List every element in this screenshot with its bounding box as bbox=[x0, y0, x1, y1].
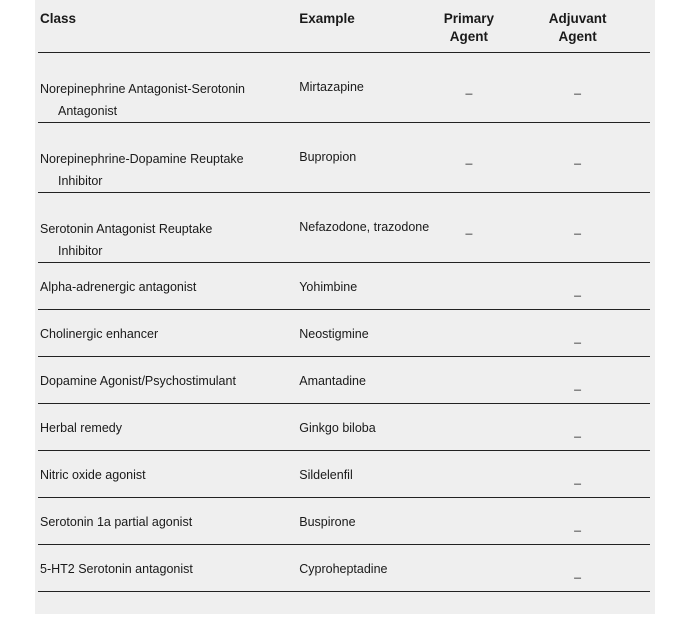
primary-agent-cell bbox=[433, 357, 506, 404]
adjuvant-agent-mark: _ bbox=[574, 81, 581, 95]
class-name: Nitric oxide agonist bbox=[40, 468, 146, 482]
table-row bbox=[38, 193, 650, 263]
example-cell bbox=[297, 193, 432, 263]
example-drug: Mirtazapine bbox=[299, 80, 364, 94]
adjuvant-agent-mark: _ bbox=[574, 424, 581, 438]
adjuvant-agent-cell bbox=[505, 357, 650, 404]
primary-agent-cell bbox=[433, 310, 506, 357]
class-cell bbox=[38, 451, 297, 498]
adjuvant-agent-mark: _ bbox=[574, 283, 581, 297]
example-drug: Bupropion bbox=[299, 150, 357, 164]
example-cell bbox=[297, 404, 432, 451]
class-name-continued: Antagonist bbox=[58, 104, 118, 118]
adjuvant-agent-cell bbox=[505, 53, 650, 123]
example-drug: Sildelenfil bbox=[299, 468, 353, 482]
example-cell bbox=[297, 53, 432, 123]
primary-agent-cell bbox=[433, 53, 506, 123]
adjuvant-agent-cell bbox=[505, 404, 650, 451]
header-row bbox=[38, 0, 650, 53]
adjuvant-agent-cell bbox=[505, 263, 650, 310]
class-cell bbox=[38, 263, 297, 310]
class-name: Cholinergic enhancer bbox=[40, 327, 159, 341]
primary-agent-cell bbox=[433, 404, 506, 451]
primary-agent-cell bbox=[433, 123, 506, 193]
example-cell bbox=[297, 357, 432, 404]
table-row bbox=[38, 310, 650, 357]
adjuvant-agent-mark: _ bbox=[574, 471, 581, 485]
class-name: Norepinephrine Antagonist-Serotonin bbox=[40, 82, 245, 96]
class-cell bbox=[38, 498, 297, 545]
class-cell bbox=[38, 404, 297, 451]
example-drug: Nefazodone, trazodone bbox=[299, 220, 430, 234]
example-cell bbox=[297, 451, 432, 498]
drug-class-table bbox=[38, 0, 650, 592]
header-class: Class bbox=[40, 11, 77, 26]
example-cell bbox=[297, 263, 432, 310]
adjuvant-agent-mark: _ bbox=[574, 151, 581, 165]
adjuvant-agent-mark: _ bbox=[574, 330, 581, 344]
class-cell bbox=[38, 545, 297, 592]
adjuvant-agent-cell bbox=[505, 310, 650, 357]
example-cell bbox=[297, 123, 432, 193]
table-row bbox=[38, 451, 650, 498]
header-adjuvant-agent: Adjuvant Agent bbox=[548, 11, 607, 44]
primary-agent-mark: _ bbox=[465, 81, 473, 95]
adjuvant-agent-cell bbox=[505, 545, 650, 592]
adjuvant-agent-cell bbox=[505, 451, 650, 498]
table-row bbox=[38, 498, 650, 545]
adjuvant-agent-cell bbox=[505, 193, 650, 263]
primary-agent-mark: _ bbox=[465, 221, 473, 235]
example-drug: Neostigmine bbox=[299, 327, 369, 341]
primary-agent-mark: _ bbox=[465, 151, 473, 165]
table-row bbox=[38, 53, 650, 123]
primary-agent-cell bbox=[433, 451, 506, 498]
example-cell bbox=[297, 310, 432, 357]
class-cell bbox=[38, 53, 297, 123]
header-example: Example bbox=[299, 11, 355, 26]
adjuvant-agent-mark: _ bbox=[574, 221, 581, 235]
primary-agent-cell bbox=[433, 263, 506, 310]
class-name-continued: Inhibitor bbox=[58, 174, 103, 188]
example-drug: Buspirone bbox=[299, 515, 356, 529]
class-name-continued: Inhibitor bbox=[58, 244, 103, 258]
example-drug: Cyproheptadine bbox=[299, 562, 388, 576]
table-row bbox=[38, 123, 650, 193]
example-cell bbox=[297, 545, 432, 592]
class-cell bbox=[38, 310, 297, 357]
table-row bbox=[38, 404, 650, 451]
primary-agent-cell bbox=[433, 545, 506, 592]
class-name: Dopamine Agonist/Psychostimulant bbox=[40, 374, 236, 388]
class-name: Herbal remedy bbox=[40, 421, 122, 435]
class-cell bbox=[38, 357, 297, 404]
table-row bbox=[38, 357, 650, 404]
class-name: Norepinephrine-Dopamine Reuptake bbox=[40, 152, 244, 166]
example-cell bbox=[297, 498, 432, 545]
class-name: Serotonin 1a partial agonist bbox=[40, 515, 193, 529]
example-drug: Ginkgo biloba bbox=[299, 421, 376, 435]
class-name: Serotonin Antagonist Reuptake bbox=[40, 222, 213, 236]
example-drug: Amantadine bbox=[299, 374, 366, 388]
adjuvant-agent-cell bbox=[505, 123, 650, 193]
adjuvant-agent-cell bbox=[505, 498, 650, 545]
adjuvant-agent-mark: _ bbox=[574, 565, 581, 579]
class-name: 5-HT2 Serotonin antagonist bbox=[40, 562, 193, 576]
example-drug: Yohimbine bbox=[299, 280, 358, 294]
adjuvant-agent-mark: _ bbox=[574, 377, 581, 391]
class-cell bbox=[38, 193, 297, 263]
header-primary-agent: Primary Agent bbox=[443, 11, 495, 44]
class-cell bbox=[38, 123, 297, 193]
table-row bbox=[38, 263, 650, 310]
class-name: Alpha-adrenergic antagonist bbox=[40, 280, 197, 294]
primary-agent-cell bbox=[433, 498, 506, 545]
adjuvant-agent-mark: _ bbox=[574, 518, 581, 532]
primary-agent-cell bbox=[433, 193, 506, 263]
table-row bbox=[38, 545, 650, 592]
